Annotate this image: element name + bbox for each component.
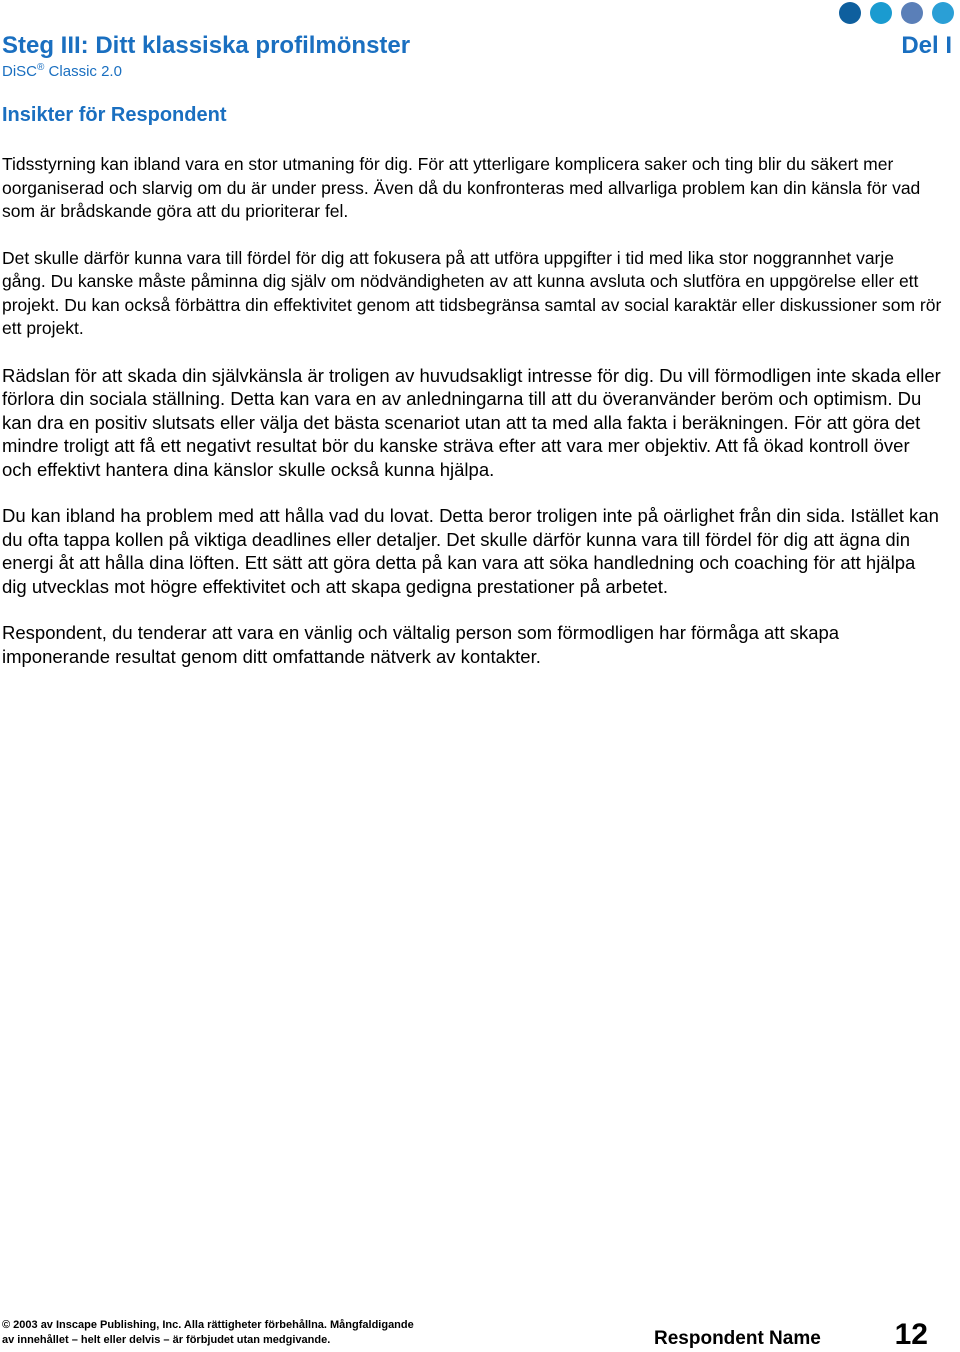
section-heading: Insikter för Respondent bbox=[2, 104, 227, 126]
page-title: Steg III: Ditt klassiska profilmönster bbox=[2, 32, 411, 59]
registered-mark: ® bbox=[37, 62, 45, 73]
decoration-dot-4 bbox=[932, 2, 954, 24]
product-name: DiSC bbox=[2, 63, 38, 80]
paragraph-4: Du kan ibland ha problem med att hålla vad du lovat. Detta beror troligen inte på oärlighet från din sida. Istället kan du ofta tappa kollen på viktiga deadlines eller detaljer. Det skulle därför kunna vara till fördel för dig att ägna din energi åt att hålla dina löften. Ett sätt att göra detta på kan vara att söka handledning och coaching för att hjälpa dig utvecklas mot högre effektivitet och att skapa gedigna prestationer på arbetet. bbox=[2, 505, 939, 597]
copyright-line-1: © 2003 av Inscape Publishing, Inc. Alla rättigheter förbehållna. Mångfaldigande bbox=[2, 1319, 414, 1331]
header-decoration-dots bbox=[839, 2, 954, 24]
paragraph-3: Rädslan för att skada din självkänsla är troligen av huvudsakligt intresse för dig. Du vill förmodligen inte skada eller förlora din sociala ställning. Detta kan vara en av anledningarna till att du överanvänder beröm och optimism. Du kan dra en positiv slutsats eller välja det bästa scenariot utan att ta med alla fakta i beräkningen. För att göra det mindre troligt att få ett negativt resultat bör du kanske sträva efter att vara mer objektiv. Att få ökad kontroll över och effektivt hantera dina känslor skulle också kunna hjälpa. bbox=[2, 364, 941, 480]
product-edition: Classic 2.0 bbox=[44, 63, 122, 80]
paragraph-2: Det skulle därför kunna vara till fördel för dig att fokusera på att utföra uppgifter i tid med lika stor noggrannhet varje gång. Du kanske måste påminna dig själv om nödvändigheten av att kunna avsluta och slutföra en uppgörelse eller ett projekt. Du kan också förbättra din effektivitet genom att tidsbegränsa samtal av social karaktär eller diskussioner som rör ett projekt. bbox=[2, 247, 942, 338]
page-number: 12 bbox=[894, 1318, 928, 1351]
decoration-dot-3 bbox=[901, 2, 923, 24]
part-label: Del I bbox=[901, 32, 952, 59]
decoration-dot-2 bbox=[870, 2, 892, 24]
body-text bbox=[2, 153, 942, 691]
decoration-dot-1 bbox=[839, 2, 861, 24]
product-subtitle bbox=[2, 62, 122, 80]
paragraph-1: Tidsstyrning kan ibland vara en stor utmaning för dig. För att ytterligare komplicera saker och ting blir du säkert mer oorganiserad och slarvig om du är under press. Även då du konfronteras med allvarliga problem kan din känsla för vad som är brådskande göra att du prioriterar fel. bbox=[2, 154, 921, 221]
respondent-name: Respondent Name bbox=[654, 1328, 821, 1349]
paragraph-5: Respondent, du tenderar att vara en vänlig och vältalig person som förmodligen har förmåga att skapa imponerande resultat genom ditt omfattande nätverk av kontakter. bbox=[2, 622, 840, 667]
copyright-line-2: av innehållet – helt eller delvis – är förbjudet utan medgivande. bbox=[2, 1334, 331, 1346]
copyright-notice bbox=[2, 1318, 414, 1348]
